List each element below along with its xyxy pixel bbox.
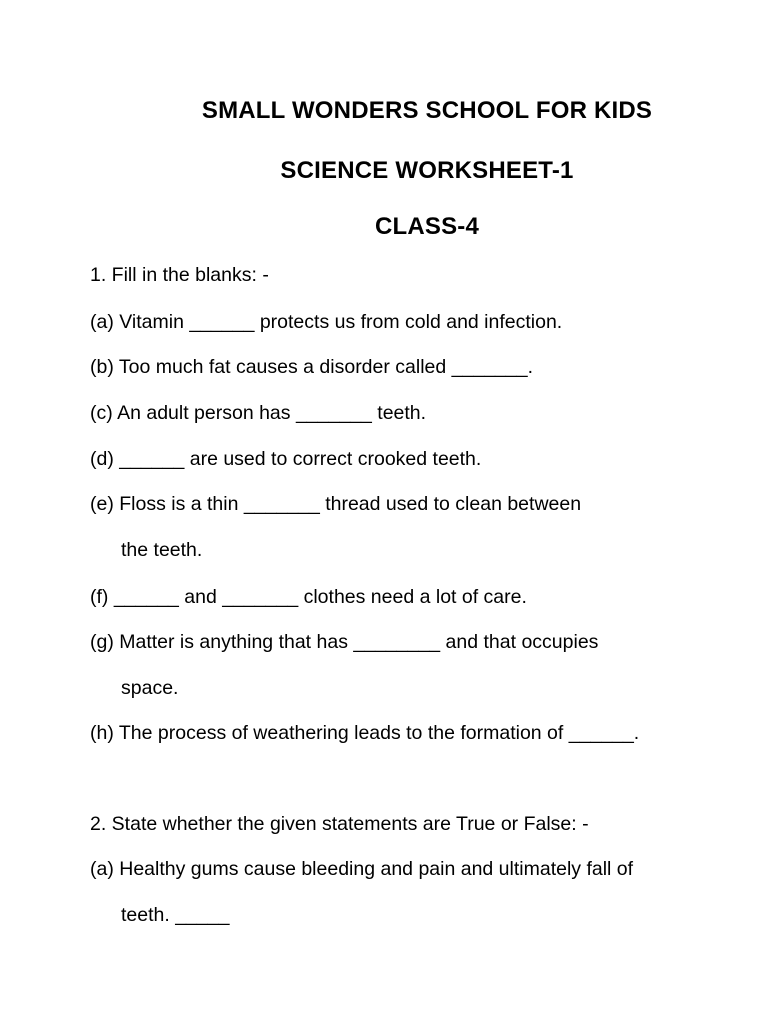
worksheet-title: SCIENCE WORKSHEET-1 bbox=[280, 157, 574, 184]
question-1h: (h) The process of weathering leads to the formation of ______. bbox=[90, 722, 640, 744]
question-1e: (e) Floss is a thin _______ thread used to clean between bbox=[90, 493, 582, 515]
question-1a: (a) Vitamin ______ protects us from cold and infection. bbox=[90, 311, 563, 333]
question-2a: (a) Healthy gums cause bleeding and pain and ultimately fall of bbox=[90, 858, 634, 880]
question-1d: (d) ______ are used to correct crooked teeth. bbox=[90, 448, 482, 470]
question-1g: (g) Matter is anything that has ________ and that occupies bbox=[90, 631, 599, 653]
class-label: CLASS-4 bbox=[374, 213, 480, 240]
question-1g-continuation: space. bbox=[121, 677, 179, 699]
question-1f: (f) ______ and _______ clothes need a lot of care. bbox=[90, 586, 527, 608]
section-2-title: 2. State whether the given statements are True or False: - bbox=[90, 813, 589, 835]
school-name: SMALL WONDERS SCHOOL FOR KIDS bbox=[201, 97, 653, 124]
question-1b: (b) Too much fat causes a disorder called _______. bbox=[90, 356, 533, 378]
question-1e-continuation: the teeth. bbox=[121, 539, 203, 561]
question-1c: (c) An adult person has _______ teeth. bbox=[90, 402, 427, 424]
question-2a-continuation: teeth. _____ bbox=[121, 904, 230, 926]
section-1-title: 1. Fill in the blanks: - bbox=[90, 264, 269, 286]
